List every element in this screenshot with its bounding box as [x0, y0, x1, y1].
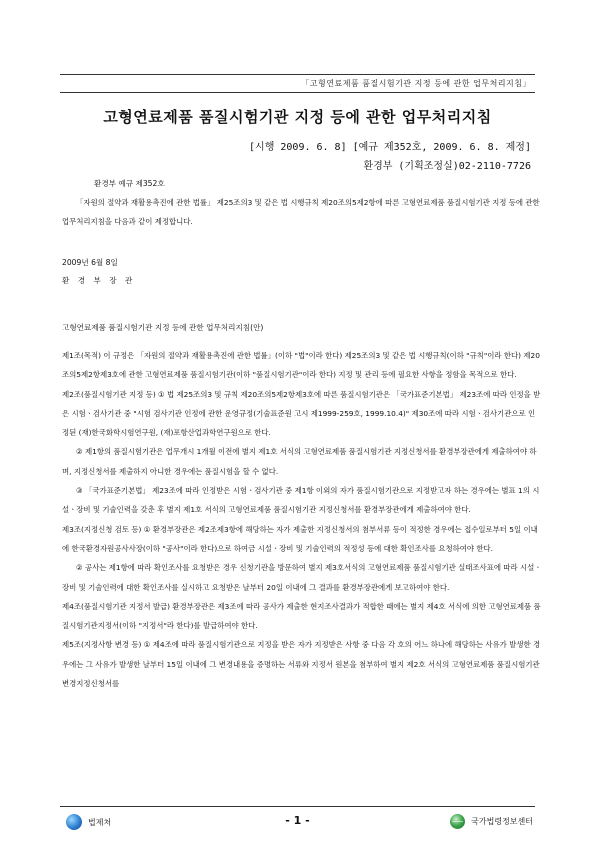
footer-left-label: 법제처 [88, 817, 112, 827]
law-center-logo-icon [450, 814, 465, 829]
signer: 환 경 부 장 관 [62, 276, 136, 285]
article-2-para-3: ③ 「국가표준기본법」 제23조에 따라 인정받은 시험ㆍ검사기관 중 제1항 이외의 자가 품질시험기관으로 지정받고자 하는 경우에는 별표 1의 시설ㆍ장비 및 기술인력을 갖춘 후 별지 제1호 서식의 고형연료제품 품질시험기관 지정신청서를 환경부장관에게 제출하여야 한다. [62, 486, 540, 515]
header-rule-top [60, 74, 535, 75]
footer-right-label: 국가법령정보센터 [471, 817, 533, 826]
preamble-text: 「자원의 절약과 재활용촉진에 관한 법률」 제25조의3 및 같은 법 시행규칙 제20조의5제2항에 따른 고형연료제품 품질시험기관 지정 등에 관한 업무처리지침을 다음과 같이 제정합니다. [62, 198, 540, 226]
article-3-para-2: ② 공사는 제1항에 따라 확인조사를 요청받은 경우 신청기관을 방문하여 별지 제3호서식의 고형연료제품 품질시험기관 실태조사표에 따라 시설ㆍ장비 및 기술인력에 대한 확인조사를 실시하고 요청받은 날부터 20일 이내에 그 결과를 환경부장관에게 보고하여야 한다. [62, 563, 542, 592]
notice-number: 환경부 예규 제352호 [94, 179, 165, 188]
article-3-para-1: 제3조(지정신청 검토 등) ① 환경부장관은 제2조제3항에 해당하는 자가 제출한 지정신청서의 첨부서류 등이 적정한 경우에는 접수일로부터 5일 이내에 한국환경자원공사사장(이하 "공사"이라 한다)으로 하여금 시설ㆍ장비 및 기술인력의 적정성 등에 대한 확인조사를 요청하여야 한다. [62, 524, 538, 553]
page-number: - 1 - [285, 814, 310, 827]
header-rule-bottom [60, 92, 535, 93]
department-contact: 환경부 (기획조정실)02-2110-7726 [363, 161, 531, 172]
document-title: 고형연료제품 품질시험기관 지정 등에 관한 업무처리지침 [103, 108, 492, 126]
footer-rule [60, 806, 535, 807]
running-header: 「고형연료제품 품질시험기관 지정 등에 관한 업무처리지침」 [301, 79, 531, 88]
plan-title: 고형연료제품 품질시험기관 지정 등에 관한 업무처리지침(안) [62, 323, 264, 332]
article-2-para-1: 제2조(품질시험기관 지정 등) ① 법 제25조의3 및 규칙 제20조의5제2항제3호에 따른 품질시험기관은 「국가표준기본법」 제23조에 따라 인정을 받은 시험ㆍ검사기관 중 "시험 검사기관 인정에 관한 운영규정(기술표준원 고시 제1999-259호, 1999.10.4)" 제30조에 따라 시험ㆍ검사기관으로 인정된 (재)한국화학시험연구원, (재)포항산업과학연구원으로 한다. [62, 389, 541, 438]
footer-right [450, 814, 533, 829]
page-footer [0, 812, 595, 832]
article-5-para-1: 제5조(지정사항 변경 등) ① 제4조에 따라 품질시험기관으로 지정을 받은 자가 지정받은 사항 중 다음 각 호의 어느 하나에 해당하는 사유가 발생한 경우에는 그 사유가 발생한 날부터 15일 이내에 그 변경내용을 증명하는 서류와 지정서 원본을 첨부하여 별지 제2호 서식의 고형연료제품 품질시험기관 변경지정신청서를 [62, 640, 541, 689]
issue-date: 2009년 6월 8일 [62, 258, 118, 267]
article-1: 제1조(목적) 이 규정은 「자원의 절약과 재활용촉진에 관한 법률」(이하 "법"이라 한다) 제25조의3 및 같은 법 시행규칙(이하 "규칙"이라 한다) 제20조의5제2항제3호에 관한 고형연료제품 품질시험기관(이하 "품질시험기관"이라 한다) 지정 및 관리 등에 필요한 사항을 정함을 목적으로 한다. [62, 351, 540, 380]
article-4: 제4조(품질시험기관 지정서 발급) 환경부장관은 제3조에 따라 공사가 제출한 현지조사결과가 적합한 때에는 별지 제4호 서식에 의한 고형연료제품 품질시험기관지정서(이하 "지정서"라 한다)를 발급하여야 한다. [62, 601, 541, 631]
article-2-para-2: ② 제1항의 품질시험기관은 업무개시 1개월 이전에 별지 제1호 서식의 고형연료제품 품질시험기관 지정신청서를 환경부장관에게 제출하여야 하며, 지정신청서를 제출하지 아니한 경우에는 품질시험을 할 수 없다. [62, 447, 537, 476]
enactment-info: [시행 2009. 6. 8] [예규 제352호, 2009. 6. 8. 제정] [249, 142, 531, 153]
articles-body [62, 346, 542, 693]
